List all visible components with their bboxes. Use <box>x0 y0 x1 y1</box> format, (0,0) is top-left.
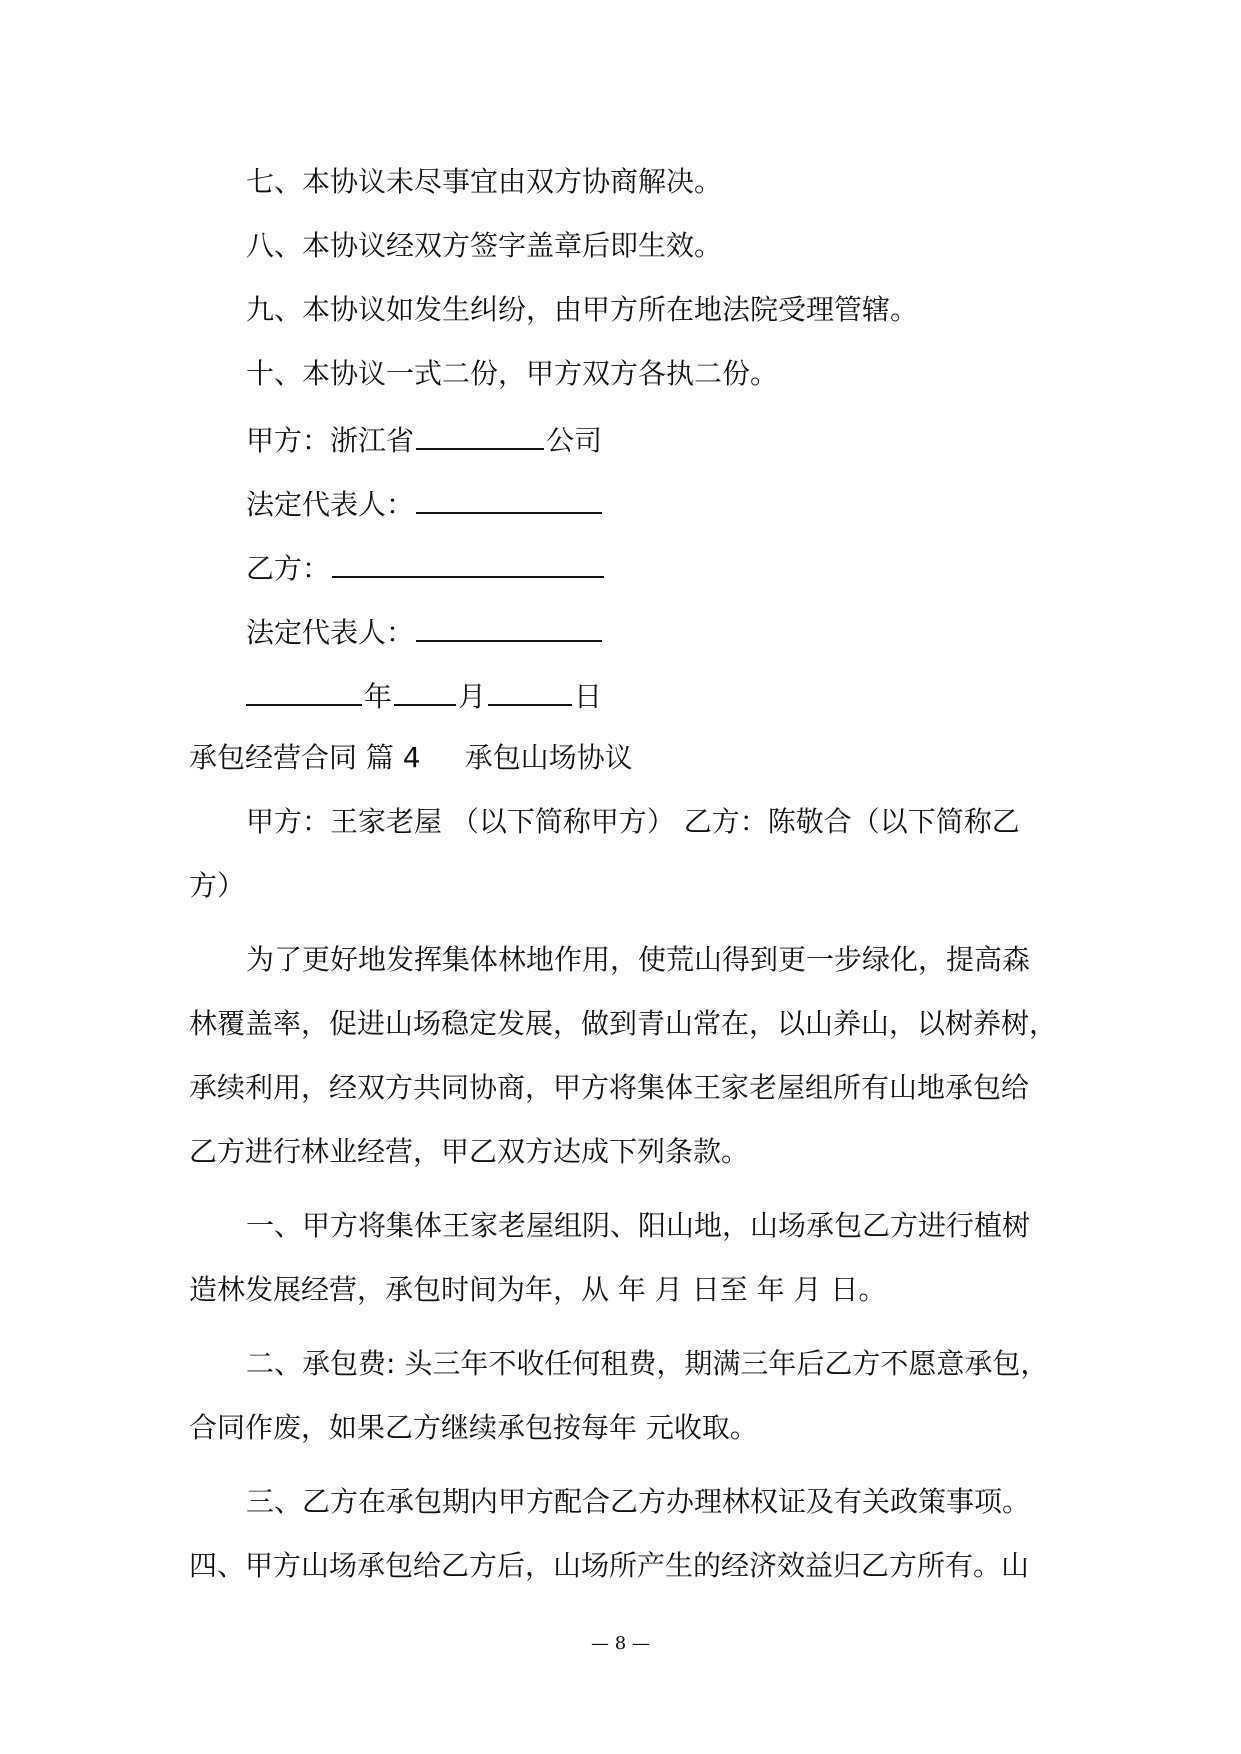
legal-rep-b-blank <box>416 610 602 642</box>
clause-4-line-1: 四、甲方山场承包给乙方后，山场所产生的经济效益归乙方所有。山 <box>189 1549 1030 1582</box>
clause-10: 十、本协议一式二份，甲方双方各执二份。 <box>246 357 779 390</box>
clause-9: 九、本协议如发生纠纷，由甲方所在地法院受理管辖。 <box>246 293 919 326</box>
day-blank <box>488 674 572 706</box>
preamble-line-2: 林覆盖率，促进山场稳定发展，做到青山常在，以山养山，以树养树， <box>189 1007 1058 1040</box>
party-b-label: 乙方： <box>246 552 331 585</box>
clause-7: 七、本协议未尽事宜由双方协商解决。 <box>246 165 723 198</box>
party-a-blank <box>416 418 544 450</box>
legal-rep-a-blank <box>416 482 602 514</box>
date-line <box>246 674 602 717</box>
legal-rep-b-line <box>246 610 604 653</box>
clause-2-line-2: 合同作废，如果乙方继续承包按每年 元收取。 <box>189 1411 758 1444</box>
party-a-line <box>246 418 602 461</box>
section-heading <box>189 738 633 778</box>
year-label: 年 <box>364 680 393 713</box>
year-blank <box>246 674 362 706</box>
parties-line-2: 方） <box>189 869 246 902</box>
party-a-label: 甲方：浙江省 <box>246 424 415 457</box>
clause-8: 八、本协议经双方签字盖章后即生效。 <box>246 229 723 262</box>
month-blank <box>394 674 456 706</box>
party-b-blank <box>332 546 604 578</box>
clause-2-line-1: 二、承包费: 头三年不收任何租费，期满三年后乙方不愿意承包， <box>246 1347 1049 1380</box>
parties-line-1: 甲方：王家老屋 （以下简称甲方） 乙方：陈敬合（以下简称乙 <box>246 805 1020 838</box>
party-a-suffix: 公司 <box>546 424 603 457</box>
preamble-line-4: 乙方进行林业经营，甲乙双方达成下列条款。 <box>189 1135 750 1168</box>
section-subtitle: 承包山场协议 <box>464 741 633 774</box>
clause-3: 三、乙方在承包期内甲方配合乙方办理林权证及有关政策事项。 <box>246 1485 1031 1518</box>
legal-rep-b-label: 法定代表人： <box>246 616 415 649</box>
preamble-line-3: 承续利用，经双方共同协商，甲方将集体王家老屋组所有山地承包给 <box>189 1071 1030 1104</box>
party-b-line <box>246 546 606 589</box>
clause-1-line-2: 造林发展经营，承包时间为年，从 年 月 日至 年 月 日。 <box>189 1273 887 1306</box>
legal-rep-a-label: 法定代表人： <box>246 488 415 521</box>
legal-rep-a-line <box>246 482 604 525</box>
page-number: — 8 — <box>591 1633 650 1654</box>
clause-1-line-1: 一、甲方将集体王家老屋组阴、阳山地，山场承包乙方进行植树 <box>246 1209 1031 1242</box>
section-title: 承包经营合同 篇 4 <box>189 741 421 774</box>
preamble-line-1: 为了更好地发挥集体林地作用，使荒山得到更一步绿化，提高森 <box>246 943 1031 976</box>
day-label: 日 <box>574 680 603 713</box>
month-label: 月 <box>458 680 487 713</box>
